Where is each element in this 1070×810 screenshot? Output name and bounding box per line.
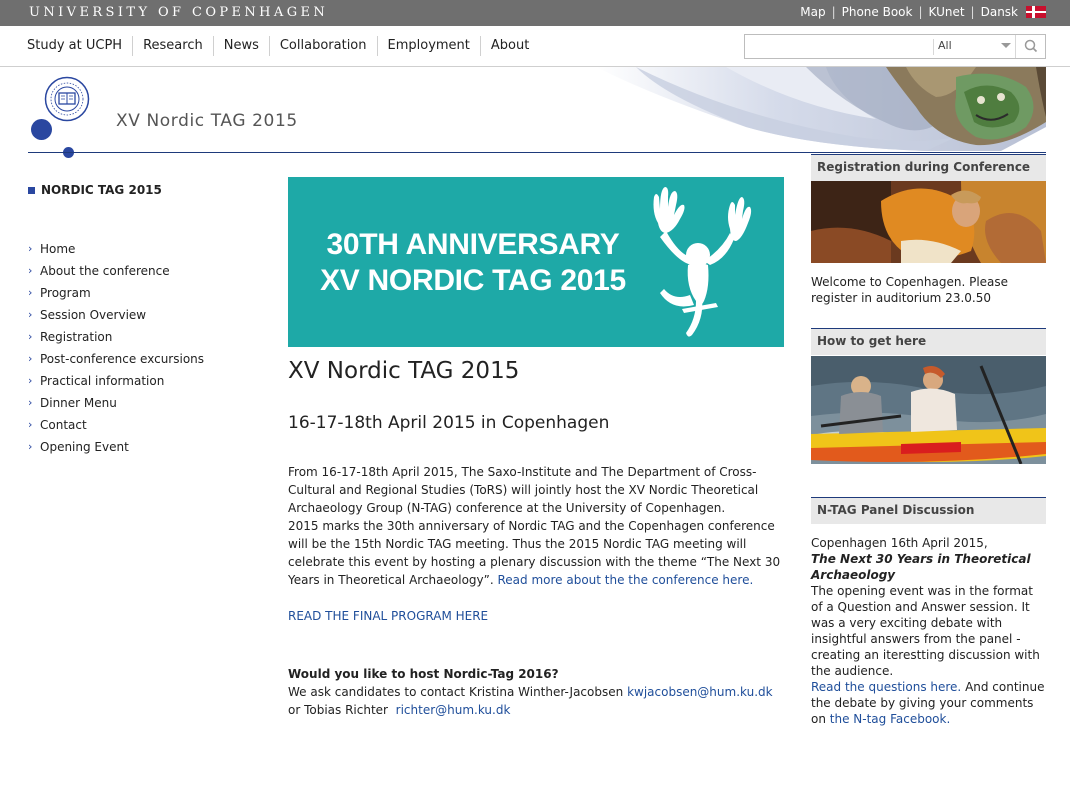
left-nav-item-registration[interactable] <box>28 326 248 348</box>
panel-continue-text: And continue the debate by giving your comments on <box>811 680 1045 726</box>
rock-art-figure-icon <box>638 183 758 343</box>
final-program-link[interactable]: READ THE FINAL PROGRAM HERE <box>288 609 489 623</box>
main-navigation <box>0 26 1070 67</box>
university-brand[interactable]: UNIVERSITY OF COPENHAGEN <box>29 5 329 20</box>
search-scope-select[interactable] <box>933 39 1015 55</box>
panel-description: The opening event was in the format of a Question and Answer session. It was a very exciting debate with insightful answers from the panel - creating an iterestting discussion with the audience. <box>811 584 1040 678</box>
read-questions-link[interactable]: Read the questions here. <box>811 680 962 694</box>
email-link-kwjacobsen[interactable]: kwjacobsen@hum.ku.dk <box>627 685 773 699</box>
search-icon <box>1016 35 1046 58</box>
left-nav-label: Dinner Menu <box>40 396 117 410</box>
host-contact-line-2 <box>288 701 784 719</box>
anniversary-banner <box>288 177 784 347</box>
square-bullet-icon <box>28 187 35 194</box>
left-nav-label: Opening Event <box>40 440 129 454</box>
left-nav-label: Program <box>40 286 91 300</box>
nav-collaboration[interactable]: Collaboration <box>270 36 378 56</box>
left-nav-item-opening-event[interactable] <box>28 436 248 458</box>
how-to-get-here-box-title[interactable]: How to get here <box>811 328 1046 355</box>
search-input[interactable] <box>747 37 931 56</box>
intro-paragraph-2-text: 2015 marks the 30th anniversary of Nordic TAG and the Copenhagen conference will be the 15th Nordic TAG meeting. Thus the 2015 Nordic TAG meeting will celebrate this event by hosting a plenary discussion with the theme “The Next 30 Years in Theoretical Archaeology”. <box>288 519 781 587</box>
chevron-right-icon: › <box>28 418 33 431</box>
host-text-2: or Tobias Richter <box>288 703 388 717</box>
intro-text <box>288 463 784 589</box>
left-nav-item-dinner-menu[interactable] <box>28 392 248 414</box>
left-nav-item-about-the-conference[interactable] <box>28 260 248 282</box>
host-text-1: We ask candidates to contact Kristina Winther-Jacobsen <box>288 685 624 699</box>
chevron-right-icon: › <box>28 286 33 299</box>
left-nav-label: About the conference <box>40 264 170 278</box>
page-subtitle: 16-17-18th April 2015 in Copenhagen <box>288 413 610 433</box>
left-navigation <box>28 183 248 458</box>
intro-paragraph-1: From 16-17-18th April 2015, The Saxo-Institute and The Department of Cross-Cultural and Regional Studies (ToRS) will jointly host the XV Nordic Theoretical Archaeology Group (N-TAG) conference at the University of Copenhagen. <box>288 465 759 515</box>
panel-discussion-box-title[interactable]: N-TAG Panel Discussion <box>811 497 1046 524</box>
danish-flag-icon[interactable] <box>1026 6 1046 18</box>
nav-study-at-ucph[interactable]: Study at UCPH <box>27 36 133 56</box>
how-to-get-here-photo[interactable] <box>811 356 1046 464</box>
top-bar <box>0 0 1070 26</box>
banner-line-1: 30TH ANNIVERSARY <box>326 228 620 261</box>
left-nav-section-label: NORDIC TAG 2015 <box>41 183 162 197</box>
email-link-richter[interactable]: richter@hum.ku.dk <box>395 703 511 717</box>
panel-date: Copenhagen 16th April 2015, <box>811 536 988 550</box>
left-nav-label: Home <box>40 242 76 256</box>
chevron-right-icon: › <box>28 352 33 365</box>
registration-box-title[interactable]: Registration during Conference <box>811 154 1046 181</box>
chevron-right-icon: › <box>28 308 33 321</box>
university-seal-icon[interactable] <box>44 76 90 122</box>
panel-theme: The Next 30 Years in Theoretical Archaeology <box>811 552 1031 582</box>
chevron-right-icon: › <box>28 264 33 277</box>
kunet-link[interactable]: KUnet <box>928 5 965 19</box>
chevron-right-icon: › <box>28 374 33 387</box>
left-nav-label: Session Overview <box>40 308 147 322</box>
search-scope-value: All <box>938 39 952 52</box>
map-link[interactable]: Map <box>800 5 826 19</box>
left-nav-section-title[interactable] <box>28 183 248 197</box>
site-header <box>0 67 1070 157</box>
separator: | <box>831 5 836 19</box>
host-section <box>288 665 784 719</box>
left-nav-item-practical-information[interactable] <box>28 370 248 392</box>
left-nav-label: Contact <box>40 418 87 432</box>
left-nav-item-session-overview[interactable] <box>28 304 248 326</box>
left-nav-list <box>28 238 248 458</box>
page-title: XV Nordic TAG 2015 <box>288 358 520 384</box>
host-question: Would you like to host Nordic-Tag 2016? <box>288 667 559 681</box>
host-contact-line-1 <box>288 683 784 701</box>
nav-research[interactable]: Research <box>133 36 214 56</box>
header-banner-image <box>596 67 1046 151</box>
separator: | <box>918 5 923 19</box>
decorative-dot-large <box>31 119 52 140</box>
left-nav-item-post-conference-excursions[interactable] <box>28 348 248 370</box>
chevron-right-icon: › <box>28 242 33 255</box>
search-box <box>744 34 1046 59</box>
nav-employment[interactable]: Employment <box>378 36 481 56</box>
read-more-link[interactable]: Read more about the the conference here. <box>497 573 754 587</box>
left-nav-item-program[interactable] <box>28 282 248 304</box>
nav-about[interactable]: About <box>490 38 530 53</box>
search-button[interactable] <box>1015 35 1045 58</box>
intro-paragraph-2 <box>288 517 784 589</box>
phone-book-link[interactable]: Phone Book <box>841 5 913 19</box>
registration-photo[interactable] <box>811 181 1046 263</box>
left-nav-label: Practical information <box>40 374 165 388</box>
chevron-down-icon <box>1001 43 1011 48</box>
panel-links-line <box>811 679 1046 727</box>
dansk-link[interactable]: Dansk <box>980 5 1018 19</box>
chevron-right-icon: › <box>28 440 33 453</box>
panel-discussion-text <box>811 535 1046 727</box>
chevron-right-icon: › <box>28 330 33 343</box>
nav-news[interactable]: News <box>214 36 270 56</box>
top-links <box>800 5 1046 19</box>
facebook-link[interactable]: the N-tag Facebook. <box>829 712 951 726</box>
left-nav-item-home[interactable] <box>28 238 248 260</box>
banner-line-2: XV NORDIC TAG 2015 <box>320 264 626 297</box>
site-title[interactable]: XV Nordic TAG 2015 <box>116 111 298 131</box>
header-divider <box>28 152 1046 153</box>
registration-box-text: Welcome to Copenhagen. Please register in auditorium 23.0.50 <box>811 275 1009 305</box>
chevron-right-icon: › <box>28 396 33 409</box>
left-nav-item-contact[interactable] <box>28 414 248 436</box>
left-nav-label: Registration <box>40 330 113 344</box>
separator: | <box>970 5 975 19</box>
left-nav-label: Post-conference excursions <box>40 352 205 366</box>
